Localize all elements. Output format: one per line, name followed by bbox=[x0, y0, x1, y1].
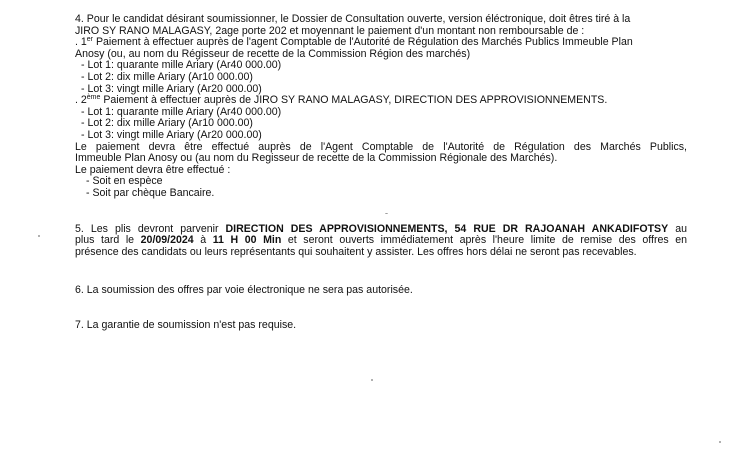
payment-method-cash: - Soit en espèce bbox=[86, 175, 163, 188]
section-4-line-2: JIRO SY RANO MALAGASY, 2age porte 202 et moyennant le paiement d'un montant non remboursable de : bbox=[75, 24, 585, 37]
payment-1-lot-2: - Lot 2: dix mille Ariary (Ar10 000.00) bbox=[81, 70, 253, 83]
payment-2-heading bbox=[75, 95, 687, 107]
payment-1-lot-3: - Lot 3: vingt mille Ariary (Ar20 000.00) bbox=[81, 82, 262, 95]
section-5-suffix: au bbox=[668, 222, 687, 235]
deadline-time: 11 H 00 Min bbox=[212, 234, 282, 247]
payment-instruction-line-2: Immeuble Plan Anosy ou (au nom du Regisseur de recette de la Commission Régionale des Marchés). bbox=[75, 152, 558, 165]
section-7: 7. La garantie de soumission n'est pas requise. bbox=[75, 318, 297, 331]
payment-1-prefix: . 1 bbox=[75, 36, 87, 49]
payment-1-superscript: er bbox=[86, 36, 94, 44]
scan-speck bbox=[371, 379, 373, 381]
payment-instruction-line-1: Le paiement devra être effectué auprès de l'Agent Comptable de l'Autorité de Régulation des Marchés Publics, bbox=[75, 140, 687, 153]
section-4 bbox=[75, 14, 687, 200]
delivery-address: DIRECTION DES APPROVISIONNEMENTS, 54 RUE DR RAJOANAH ANKADIFOTSY bbox=[225, 222, 669, 235]
payment-2-lot-2: - Lot 2: dix mille Ariary (Ar10 000.00) bbox=[81, 117, 253, 130]
payment-instruction-line-3: Le paiement devra être effectué : bbox=[75, 163, 231, 176]
document-page bbox=[75, 14, 687, 331]
scan-speck bbox=[38, 235, 40, 237]
payment-2-prefix: . 2 bbox=[75, 94, 87, 107]
payment-1-continuation: Anosy (ou, au nom du Régisseur de recette de la Commission Région des marchés) bbox=[75, 47, 471, 60]
payment-2-superscript: ème bbox=[86, 94, 101, 102]
payment-2-lot-1: - Lot 1: quarante mille Ariary (Ar40 000.00) bbox=[81, 105, 282, 118]
section-5-line-2 bbox=[75, 235, 687, 247]
payment-1-text: Paiement à effectuer auprès de l'agent Comptable de l'Autorité de Régulation des Marchés Publics Immeuble Plan bbox=[93, 36, 633, 49]
deadline-mid: à bbox=[193, 234, 213, 247]
section-5 bbox=[75, 224, 687, 259]
payment-2-lot-3: - Lot 3: vingt mille Ariary (Ar20 000.00) bbox=[81, 128, 262, 141]
deadline-date: 20/09/2024 bbox=[140, 234, 194, 247]
deadline-prefix: plus tard le bbox=[75, 234, 141, 247]
scan-speck bbox=[719, 441, 721, 443]
section-4-line-1: 4. Pour le candidat désirant soumissionner, le Dossier de Consultation ouverte, version éléctronique, doit êtres tiré à la bbox=[75, 13, 631, 25]
deadline-suffix: et seront ouverts immédiatement après l'heure limite de remise des offres en bbox=[281, 234, 688, 247]
section-6: 6. La soumission des offres par voie électronique ne sera pas autorisée. bbox=[75, 284, 413, 297]
payment-method-cheque: - Soit par chèque Bancaire. bbox=[86, 186, 215, 199]
section-5-prefix: 5. Les plis devront parvenir bbox=[75, 222, 226, 235]
payment-1-lot-1: - Lot 1: quarante mille Ariary (Ar40 000.00) bbox=[81, 59, 282, 72]
section-5-line-3: présence des candidats ou leurs représentants qui souhaitent y assister. Les offres hors délai ne seront pas recevables. bbox=[75, 245, 637, 258]
payment-2-text: Paiement à effectuer auprès de JIRO SY RANO MALAGASY, DIRECTION DES APPROVISIONNEMENTS. bbox=[100, 94, 608, 107]
scan-speck bbox=[385, 213, 388, 214]
